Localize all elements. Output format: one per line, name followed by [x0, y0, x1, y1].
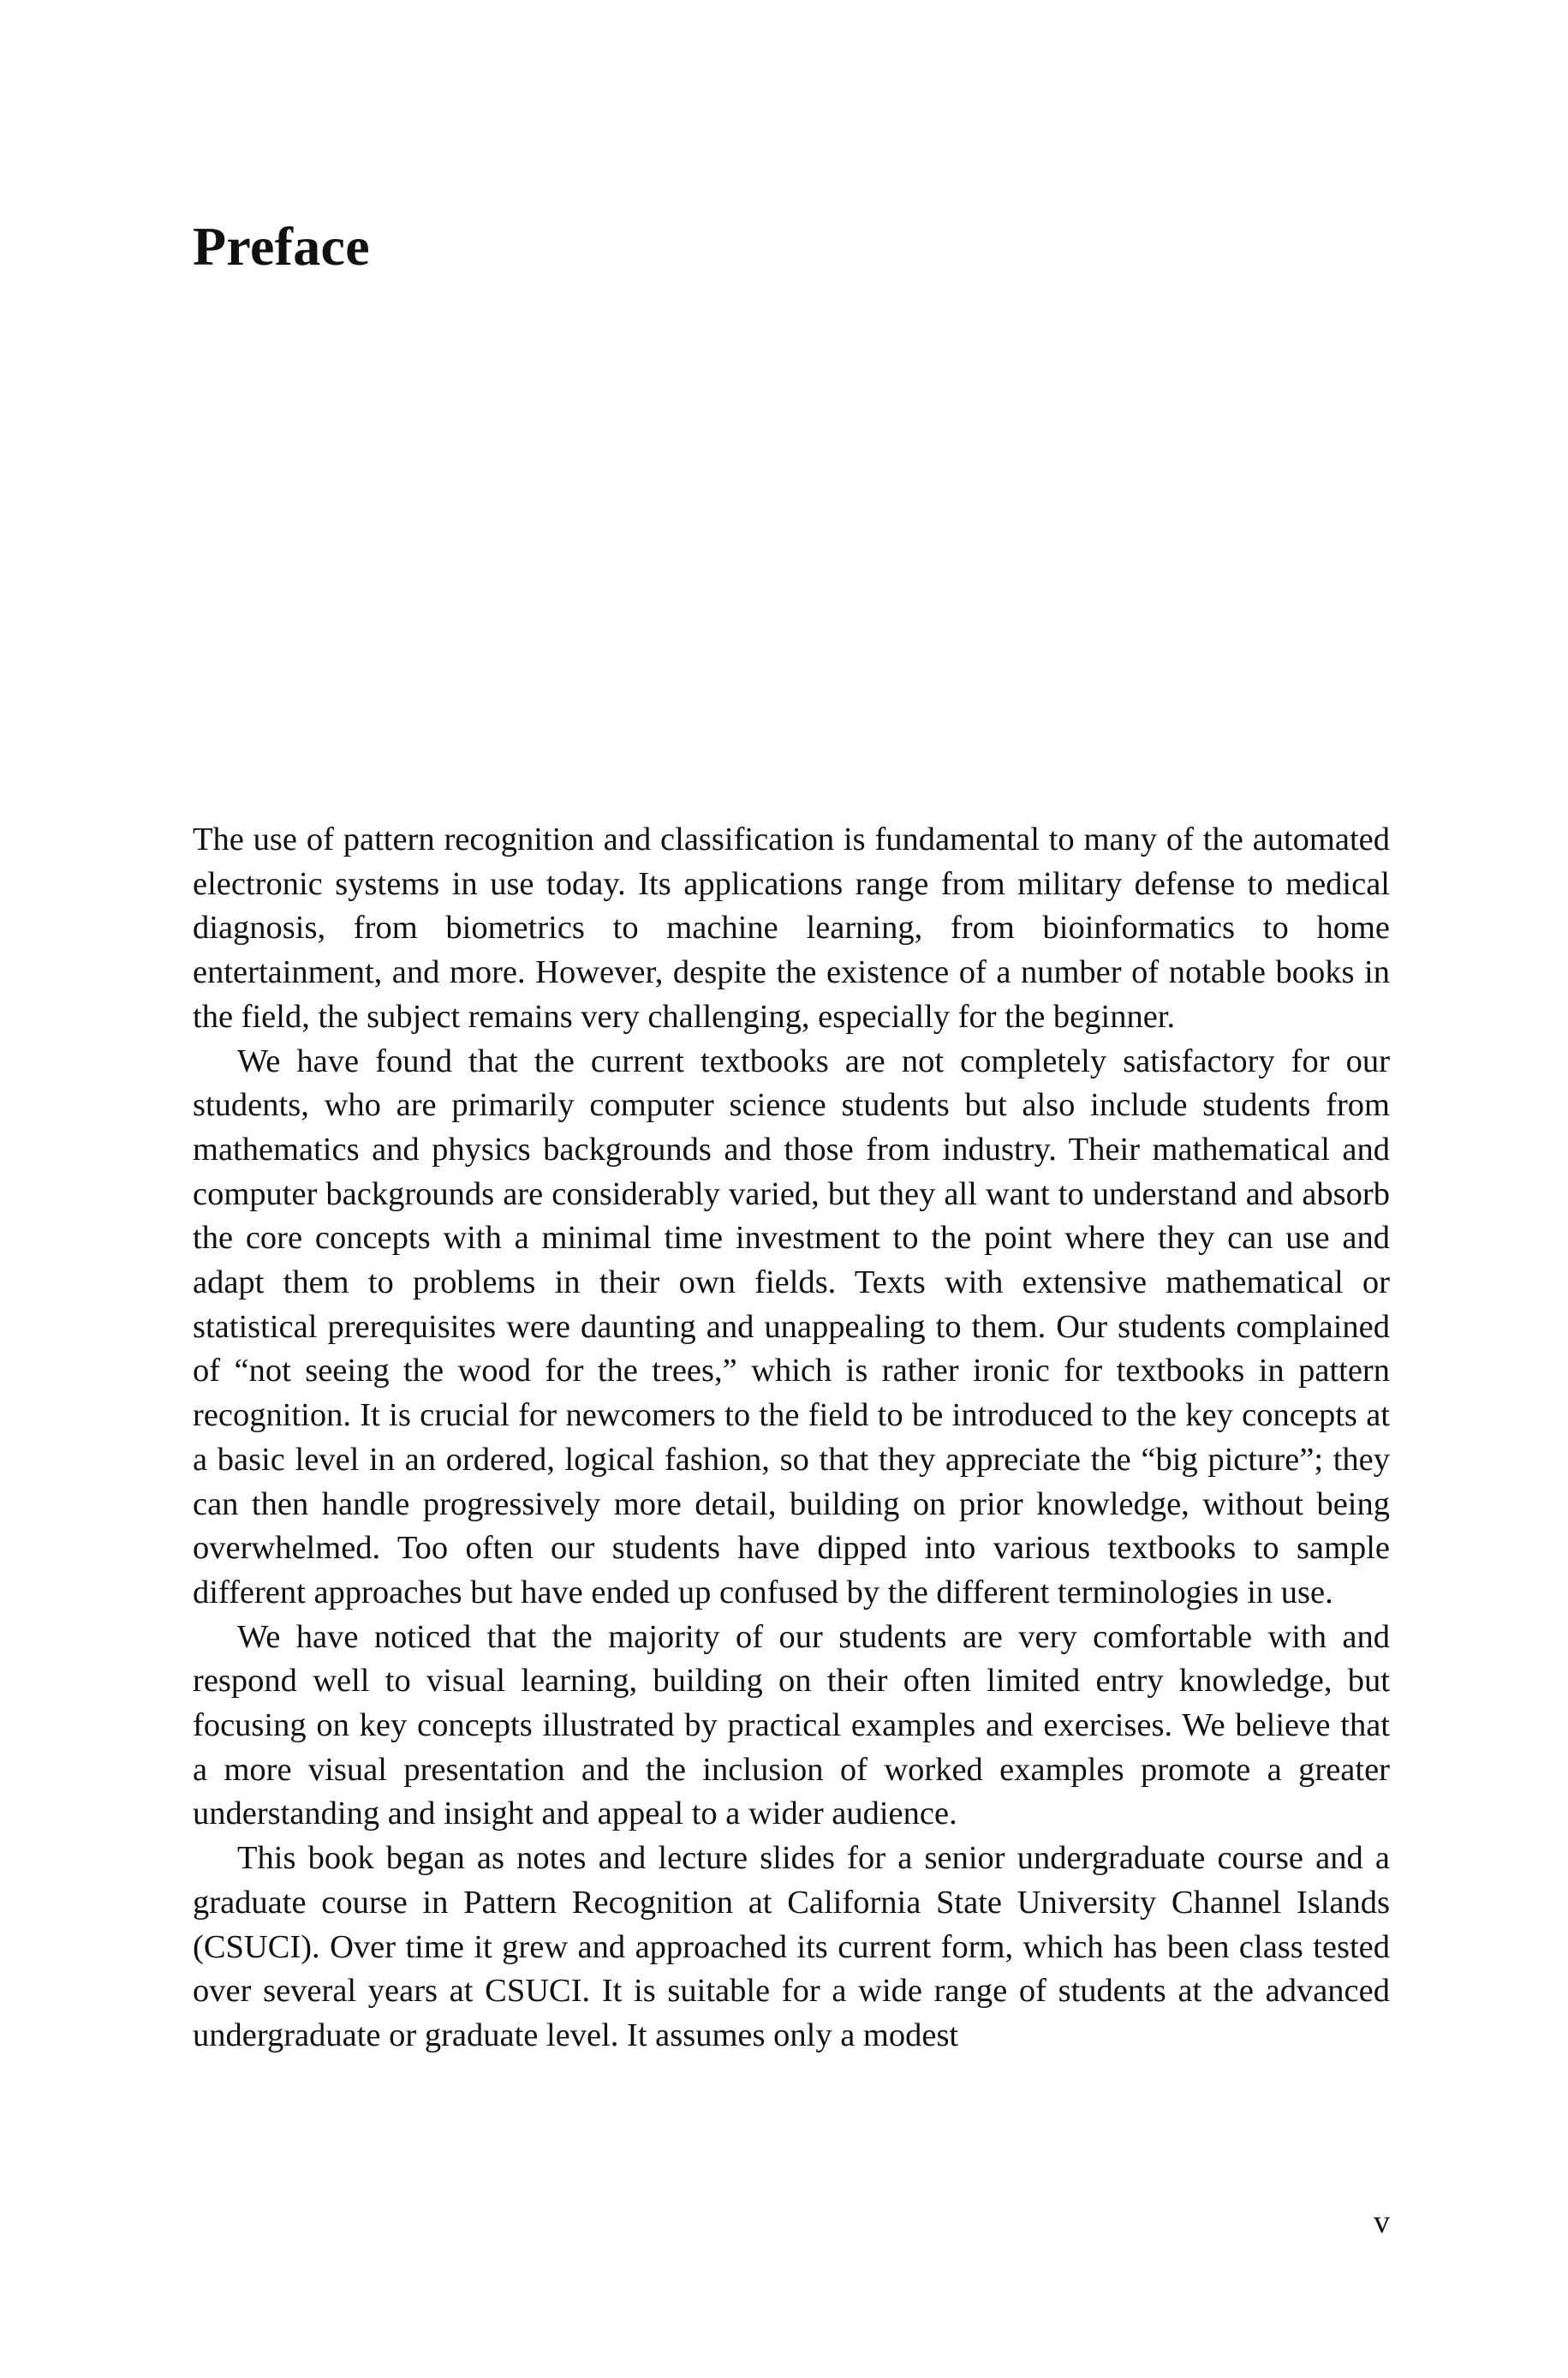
page-number: v — [1374, 2204, 1390, 2240]
preface-body — [193, 818, 1390, 2058]
paragraph-book-origin: This book began as notes and lecture slides for a senior undergraduate course and a graduate course in Pattern Recognition at California State University Channel Islands (CSUCI). Over time it grew and approached its current form, which has been class tested over several years at CSUCI. It is suitable for a wide range of students at the advanced undergraduate or graduate level. It assumes only a modest — [193, 1840, 1390, 2053]
paragraph-applications: The use of pattern recognition and classification is fundamental to many of the automated electronic systems in use today. Its applications range from military defense to medical diagnosis, from biometrics to machine learning, from bioinformatics to home entertainment, and more. However, despite the existence of a number of notable books in the field, the subject remains very challenging, especially for the beginner. — [193, 822, 1390, 1035]
paragraph-student-needs: We have found that the current textbooks are not completely satisfactory for our students, who are primarily computer science students but also include students from mathematics and physics backgrounds and those from industry. Their mathematical and computer backgrounds are considerably varied, but they all want to understand and absorb the core concepts with a minimal time investment to the point where they can use and adapt them to problems in their own fields. Texts with extensive mathematical or statistical prerequisites were daunting and unappealing to them. Our students complained of “not seeing the wood for the trees,” which is rather ironic for textbooks in pattern recognition. It is crucial for newcomers to the field to be introduced to the key concepts at a basic level in an ordered, logical fashion, so that they appreciate the “big picture”; they can then handle progressively more detail, building on prior knowledge, without being overwhelmed. Too often our students have dipped into various textbooks to sample different approaches but have ended up confused by the different terminologies in use. — [193, 1043, 1390, 1610]
page-title: Preface — [193, 216, 370, 277]
paragraph-visual-learning: We have noticed that the majority of our students are very comfortable with and respond well to visual learning, building on their often limited entry knowledge, but focusing on key concepts illustrated by practical examples and exercises. We believe that a more visual presentation and the inclusion of worked examples promote a greater understanding and insight and appeal to a wider audience. — [193, 1618, 1390, 1832]
